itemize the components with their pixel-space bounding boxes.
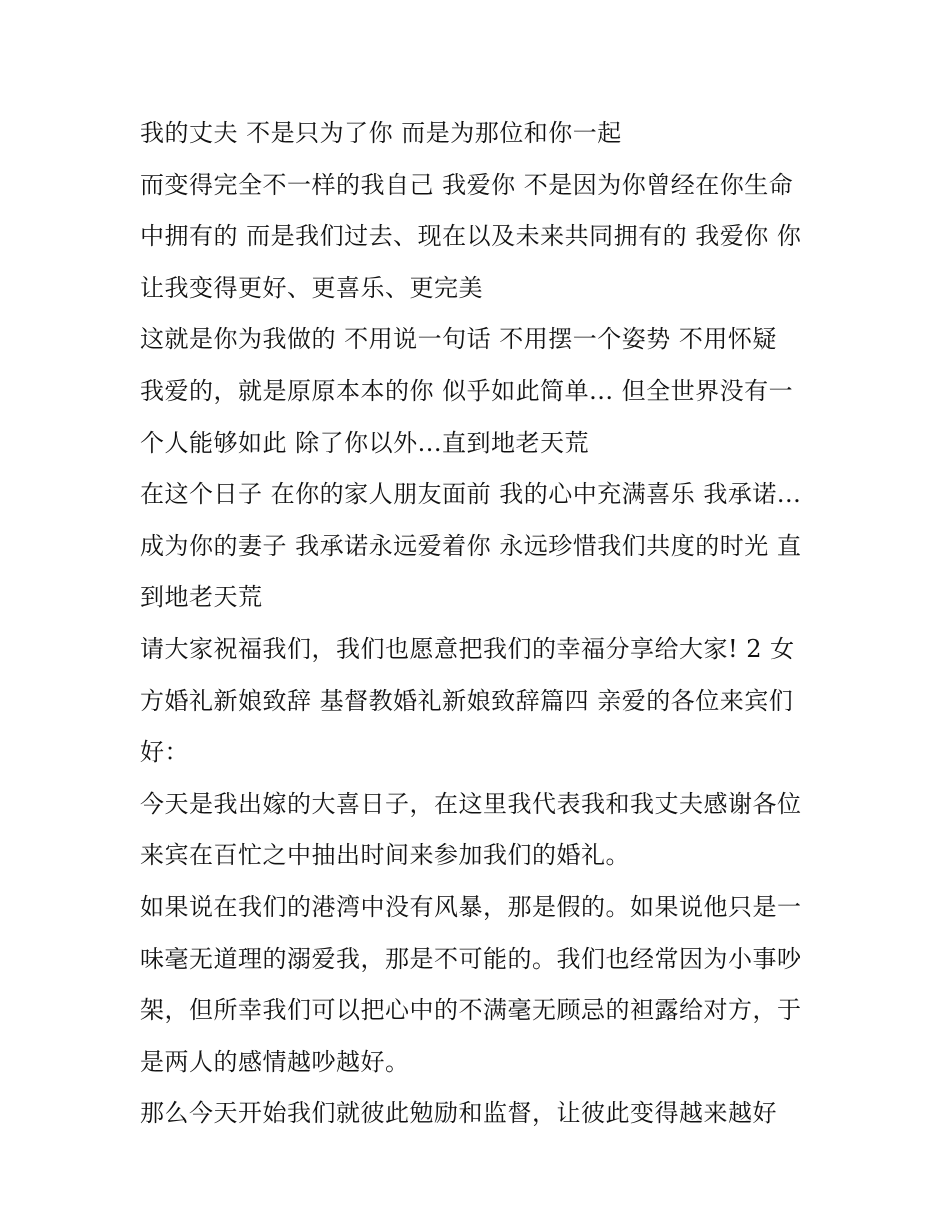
text-line: 在这个日子 在你的家人朋友面前 我的心中充满喜乐 我承诺...	[140, 480, 802, 509]
text-line: 方婚礼新娘致辞 基督教婚礼新娘致辞篇四 亲爱的各位来宾们	[140, 686, 794, 715]
text-line: 而变得完全不一样的我自己 我爱你 不是因为你曾经在你生命	[140, 170, 794, 199]
text-line: 让我变得更好、更喜乐、更完美	[140, 273, 483, 302]
text-line: 那么今天开始我们就彼此勉励和监督，让彼此变得越来越好	[140, 1099, 777, 1128]
text-line: 架，但所幸我们可以把心中的不满毫无顾忌的袒露给对方，于	[140, 996, 802, 1025]
text-line: 成为你的妻子 我承诺永远爱着你 永远珍惜我们共度的时光 直	[140, 531, 802, 560]
text-line: 我爱的，就是原原本本的你 似乎如此简单... 但全世界没有一	[140, 376, 794, 405]
text-line: 如果说在我们的港湾中没有风暴，那是假的。如果说他只是一	[140, 892, 802, 921]
text-line: 是两人的感情越吵越好。	[140, 1047, 410, 1076]
text-line: 中拥有的 而是我们过去、现在以及未来共同拥有的 我爱你 你	[140, 222, 802, 251]
text-line: 请大家祝福我们，我们也愿意把我们的幸福分享给大家! 2 女	[140, 634, 795, 663]
text-line: 个人能够如此 除了你以外...直到地老天荒	[140, 428, 590, 457]
text-line: 今天是我出嫁的大喜日子，在这里我代表我和我丈夫感谢各位	[140, 789, 802, 818]
text-line: 好：	[140, 738, 189, 767]
text-line: 这就是你为我做的 不用说一句话 不用摆一个姿势 不用怀疑	[140, 325, 777, 354]
text-line: 来宾在百忙之中抽出时间来参加我们的婚礼。	[140, 841, 630, 870]
text-line: 我的丈夫 不是只为了你 而是为那位和你一起	[140, 119, 622, 147]
body-text	[140, 108, 812, 1140]
text-line: 味毫无道理的溺爱我，那是不可能的。我们也经常因为小事吵	[140, 944, 802, 973]
text-line: 到地老天荒	[140, 583, 263, 612]
